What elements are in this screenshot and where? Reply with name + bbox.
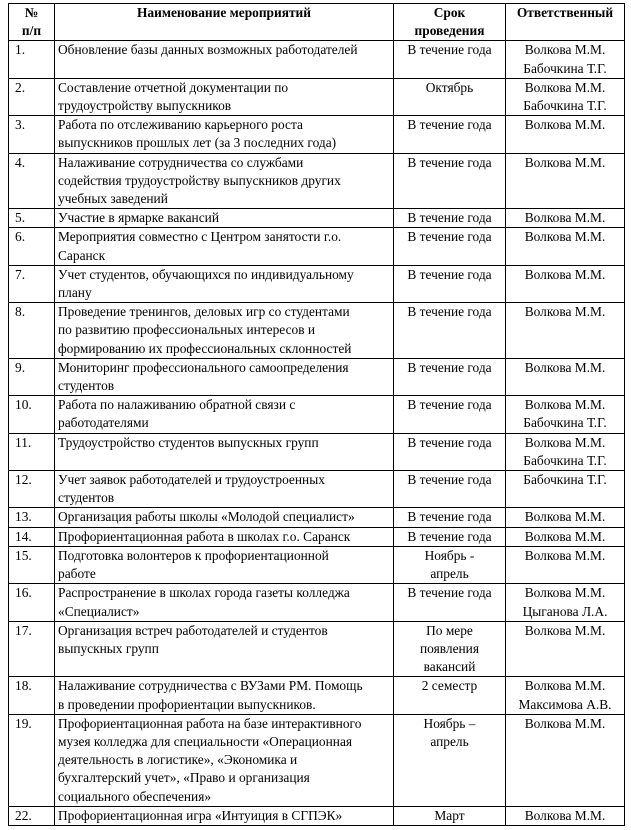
cell-line: Мероприятия совместно с Центром занятости г.о.: [58, 229, 342, 245]
event-term: [394, 228, 506, 265]
cell-line: по развитию профессиональных интересов и: [58, 322, 316, 338]
event-name: [55, 358, 394, 395]
row-number: 18.: [9, 677, 55, 714]
cell-line: Налаживание сотрудничества с ВУЗами РМ. Помощь: [58, 678, 363, 694]
table-row: [9, 508, 625, 527]
cell-line: Волкова М.М.: [524, 397, 606, 413]
header-resp: [506, 4, 625, 41]
event-name: [55, 471, 394, 508]
header-term: [394, 4, 506, 41]
events-table: [8, 3, 625, 826]
cell-line: Максимова А.В.: [518, 696, 612, 712]
event-term: [394, 621, 506, 677]
cell-line: учебных заведений: [58, 191, 168, 207]
cell-line: В течение года: [407, 434, 492, 450]
cell-line: Учет студентов, обучающихся по индивидуальному: [58, 266, 354, 282]
event-responsible: [506, 396, 625, 433]
event-name: [55, 584, 394, 621]
event-term: [394, 358, 506, 395]
event-responsible: [506, 584, 625, 621]
cell-line: Работа по отслеживанию карьерного роста: [58, 117, 303, 133]
event-name: [55, 303, 394, 359]
cell-line: Волкова М.М.: [524, 622, 606, 638]
table-row: [9, 584, 625, 621]
event-responsible: [506, 508, 625, 527]
cell-line: Март: [434, 807, 465, 823]
cell-line: Волкова М.М.: [524, 210, 606, 226]
event-term: [394, 527, 506, 546]
cell-line: В течение года: [407, 229, 492, 245]
cell-line: Бабочкина Т.Г.: [523, 452, 607, 468]
cell-line: Бабочкина Т.Г.: [523, 60, 607, 76]
cell-line: В течение года: [407, 42, 492, 58]
cell-line: музея колледжа для специальности «Операционная: [58, 733, 353, 749]
row-number: 15.: [9, 546, 55, 583]
cell-line: Цыганова Л.А.: [522, 603, 608, 619]
cell-line: Проведение тренингов, деловых игр со студентами: [58, 304, 350, 320]
cell-line: студентов: [58, 378, 115, 394]
cell-line: появления: [419, 640, 480, 656]
cell-line: Ответственный: [516, 5, 614, 20]
cell-line: бухгалтерский учет», «Право и организация: [58, 770, 310, 786]
event-term: [394, 584, 506, 621]
row-number: 4.: [9, 153, 55, 209]
row-number: 10.: [9, 396, 55, 433]
cell-line: Волкова М.М.: [524, 528, 606, 544]
table-header-row: [9, 4, 625, 41]
cell-line: Бабочкина Т.Г.: [523, 415, 607, 431]
cell-line: Волкова М.М.: [524, 547, 606, 563]
event-name: [55, 396, 394, 433]
cell-line: Ноябрь –: [423, 715, 476, 731]
cell-line: Наименование мероприятий: [137, 5, 311, 20]
cell-line: проведения: [414, 23, 485, 39]
cell-line: выпускных групп: [58, 640, 159, 656]
event-responsible: [506, 265, 625, 302]
cell-line: Волкова М.М.: [524, 42, 606, 58]
event-name: [55, 209, 394, 228]
table-row: [9, 303, 625, 359]
row-number: 1.: [9, 41, 55, 78]
cell-line: Организация работы школы «Молодой специалист»: [58, 509, 355, 525]
cell-line: Волкова М.М.: [524, 266, 606, 282]
cell-line: Волкова М.М.: [524, 304, 606, 320]
event-responsible: [506, 471, 625, 508]
row-number: 13.: [9, 508, 55, 527]
event-responsible: [506, 358, 625, 395]
event-term: [394, 116, 506, 153]
event-term: [394, 396, 506, 433]
event-responsible: [506, 78, 625, 115]
cell-line: Саранск: [58, 247, 106, 263]
event-term: [394, 714, 506, 806]
header-name: [55, 4, 394, 41]
cell-line: Волкова М.М.: [524, 678, 606, 694]
row-number: 11.: [9, 433, 55, 470]
event-responsible: [506, 433, 625, 470]
cell-line: В течение года: [407, 304, 492, 320]
event-name: [55, 265, 394, 302]
cell-line: апрель: [430, 566, 469, 582]
table-row: [9, 677, 625, 714]
event-responsible: [506, 116, 625, 153]
cell-line: деятельность в логистике», «Экономика и: [58, 752, 298, 768]
table-row: [9, 621, 625, 677]
cell-line: Работа по налаживанию обратной связи с: [58, 397, 296, 413]
cell-line: В течение года: [407, 472, 492, 488]
cell-line: Подготовка волонтеров к профориентационной: [58, 547, 329, 563]
cell-line: Волкова М.М.: [524, 359, 606, 375]
cell-line: 2 семестр: [421, 678, 478, 694]
cell-line: Трудоустройство студентов выпускных групп: [58, 434, 319, 450]
cell-line: По мере: [426, 622, 473, 638]
event-name: [55, 228, 394, 265]
event-term: [394, 153, 506, 209]
cell-line: В течение года: [407, 266, 492, 282]
event-responsible: [506, 303, 625, 359]
event-name: [55, 508, 394, 527]
cell-line: трудоустройству выпускников: [58, 98, 232, 114]
header-num: [9, 4, 55, 41]
event-term: [394, 78, 506, 115]
table-row: [9, 806, 625, 825]
table-row: [9, 116, 625, 153]
cell-line: Бабочкина Т.Г.: [523, 98, 607, 114]
event-name: [55, 621, 394, 677]
cell-line: В течение года: [407, 210, 492, 226]
cell-line: Организация встреч работодателей и студентов: [58, 622, 328, 638]
table-row: [9, 527, 625, 546]
row-number: 9.: [9, 358, 55, 395]
cell-line: в проведении профориентации выпускников.: [58, 696, 316, 712]
event-name: [55, 433, 394, 470]
cell-line: Волкова М.М.: [524, 117, 606, 133]
table-row: [9, 228, 625, 265]
table-row: [9, 396, 625, 433]
row-number: 2.: [9, 78, 55, 115]
event-term: [394, 41, 506, 78]
event-responsible: [506, 677, 625, 714]
cell-line: плану: [58, 285, 92, 301]
event-responsible: [506, 621, 625, 677]
event-term: [394, 265, 506, 302]
event-responsible: [506, 714, 625, 806]
event-responsible: [506, 546, 625, 583]
row-number: 22.: [9, 806, 55, 825]
event-term: [394, 433, 506, 470]
cell-line: В течение года: [407, 117, 492, 133]
cell-line: Участие в ярмарке вакансий: [58, 210, 219, 226]
cell-line: работодателями: [58, 415, 149, 431]
cell-line: В течение года: [407, 154, 492, 170]
cell-line: Волкова М.М.: [524, 585, 606, 601]
cell-line: содействия трудоустройству выпускников других: [58, 172, 341, 188]
event-responsible: [506, 209, 625, 228]
cell-line: Волкова М.М.: [524, 229, 606, 245]
cell-line: Обновление базы данных возможных работодателей: [58, 42, 358, 58]
row-number: 17.: [9, 621, 55, 677]
cell-line: Налаживание сотрудничества со службами: [58, 154, 304, 170]
cell-line: Ноябрь -: [424, 547, 475, 563]
event-term: [394, 471, 506, 508]
event-name: [55, 153, 394, 209]
cell-line: В течение года: [407, 509, 492, 525]
cell-line: Профориентационная работа на базе интерактивного: [58, 715, 362, 731]
cell-line: Профориентационная работа в школах г.о. Саранск: [58, 528, 351, 544]
cell-line: №: [24, 5, 39, 20]
cell-line: Профориентационная игра «Интуиция в СГПЭК»: [58, 807, 343, 823]
cell-line: В течение года: [407, 397, 492, 413]
cell-line: Учет заявок работодателей и трудоустроенных: [58, 472, 325, 488]
row-number: 14.: [9, 527, 55, 546]
cell-line: студентов: [58, 490, 115, 506]
event-name: [55, 78, 394, 115]
cell-line: социального обеспечения»: [58, 788, 212, 804]
cell-line: В течение года: [407, 359, 492, 375]
table-body: [9, 41, 625, 826]
row-number: 8.: [9, 303, 55, 359]
cell-line: Мониторинг профессионального самоопределения: [58, 359, 349, 375]
cell-line: п/п: [21, 23, 42, 39]
cell-line: апрель: [430, 733, 469, 749]
cell-line: Волкова М.М.: [524, 154, 606, 170]
event-responsible: [506, 527, 625, 546]
event-term: [394, 209, 506, 228]
event-responsible: [506, 41, 625, 78]
cell-line: Волкова М.М.: [524, 715, 606, 731]
table-row: [9, 546, 625, 583]
table-row: [9, 265, 625, 302]
event-name: [55, 806, 394, 825]
cell-line: вакансий: [423, 659, 476, 675]
row-number: 6.: [9, 228, 55, 265]
cell-line: выпускников прошлых лет (за 3 последних года): [58, 135, 337, 151]
row-number: 16.: [9, 584, 55, 621]
event-name: [55, 714, 394, 806]
table-row: [9, 714, 625, 806]
cell-line: Волкова М.М.: [524, 807, 606, 823]
cell-line: работе: [58, 566, 96, 582]
event-name: [55, 677, 394, 714]
event-name: [55, 527, 394, 546]
event-name: [55, 546, 394, 583]
event-name: [55, 116, 394, 153]
cell-line: Распространение в школах города газеты колледжа: [58, 585, 350, 601]
cell-line: Составление отчетной документации по: [58, 79, 289, 95]
row-number: 5.: [9, 209, 55, 228]
event-responsible: [506, 806, 625, 825]
cell-line: В течение года: [407, 585, 492, 601]
row-number: 19.: [9, 714, 55, 806]
row-number: 12.: [9, 471, 55, 508]
event-name: [55, 41, 394, 78]
cell-line: Срок: [433, 5, 466, 20]
event-responsible: [506, 153, 625, 209]
cell-line: Октябрь: [425, 79, 474, 95]
event-term: [394, 546, 506, 583]
cell-line: формированию их профессиональных склонностей: [58, 340, 352, 356]
cell-line: «Специалист»: [58, 603, 140, 619]
event-term: [394, 508, 506, 527]
event-term: [394, 677, 506, 714]
table-row: [9, 41, 625, 78]
cell-line: Бабочкина Т.Г.: [523, 472, 607, 488]
event-term: [394, 806, 506, 825]
table-row: [9, 471, 625, 508]
row-number: 7.: [9, 265, 55, 302]
table-row: [9, 209, 625, 228]
table-row: [9, 78, 625, 115]
row-number: 3.: [9, 116, 55, 153]
cell-line: Волкова М.М.: [524, 79, 606, 95]
table-row: [9, 153, 625, 209]
table-row: [9, 358, 625, 395]
cell-line: В течение года: [407, 528, 492, 544]
cell-line: Волкова М.М.: [524, 509, 606, 525]
event-responsible: [506, 228, 625, 265]
cell-line: Волкова М.М.: [524, 434, 606, 450]
table-row: [9, 433, 625, 470]
event-term: [394, 303, 506, 359]
